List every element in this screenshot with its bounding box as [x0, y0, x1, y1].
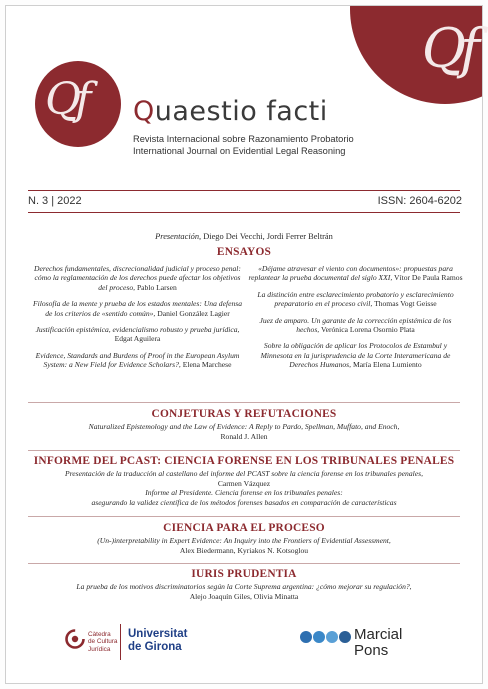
ciencia-author: Alex Biedermann, Kyriakos N. Kotsoglou [179, 545, 309, 555]
publisher-dot [326, 631, 338, 643]
conjeturas-author: Ronald J. Allen [220, 431, 268, 441]
section-divider [28, 402, 460, 403]
ensayo-entry [248, 290, 463, 309]
ensayo-title: Sobre la obligación de aplicar los Protocolos de Estambul y Minnesota en la jurisprudencia de la Corte Interamericana de Derechos Humanos, [260, 341, 451, 370]
journal-title-rest: uaestio facti [154, 96, 328, 127]
catedra-text [88, 631, 118, 653]
corner-logo-mark: Qf [421, 17, 474, 80]
ensayo-entry [30, 351, 245, 370]
publisher-line-1: Marcial [354, 626, 403, 643]
section-divider [28, 450, 460, 451]
catedra-ring-icon [64, 628, 86, 650]
udg-logo [128, 628, 187, 654]
ensayo-entry [248, 264, 463, 283]
ensayo-entry [248, 316, 463, 335]
ensayo-title: Juez de amparo. Un garante de la corrección epistémica de los hechos, [259, 315, 452, 335]
ensayo-entry [30, 325, 245, 344]
ensayo-author: Verónica Lorena Osornio Plata [320, 325, 415, 335]
catedra-line-3: Jurídica [88, 645, 111, 653]
ciencia-heading: CIENCIA PARA EL PROCESO [163, 522, 325, 534]
ensayo-title: Justificación epistémica, evidencialismo robusto y prueba jurídica, [35, 325, 240, 335]
informe-heading: INFORME DEL PCAST: CIENCIA FORENSE EN LOS TRIBUNALES PENALES [33, 455, 455, 467]
informe-entries [30, 469, 458, 507]
presentacion-line [0, 232, 488, 241]
issue-divider-top [28, 190, 460, 191]
subtitle-line-2: International Journal on Evidential Legal Reasoning [133, 145, 346, 156]
udg-line-2: de Girona [128, 641, 182, 653]
presentacion-authors: Diego Dei Vecchi, Jordi Ferrer Beltrán [203, 232, 333, 241]
ensayo-title: Derechos fundamentales, discrecionalidad judicial y proceso penal: cómo la reglamentación de los derechos puede afectar los objetivos del proceso, [34, 264, 241, 292]
iuris-author: Alejo Joaquín Giles, Olivia Minatta [189, 591, 299, 601]
iuris-heading: IURIS PRUDENTIA [191, 568, 297, 580]
subtitle-line-1: Revista Internacional sobre Razonamiento Probatorio [133, 134, 354, 144]
issue-number: N. 3 | 2022 [28, 195, 82, 207]
journal-subtitle [133, 134, 354, 157]
ciencia-title: (Un-)interpretability in Expert Evidence: An Inquiry into the Frontiers of Evidential Assessment, [97, 536, 391, 545]
ensayos-heading: ENSAYOS [216, 246, 272, 258]
section-divider [28, 516, 460, 517]
ensayo-author: Daniel González Lagier [157, 308, 230, 318]
udg-line-1: Universitat [128, 628, 188, 640]
ensayos-left-column [30, 264, 245, 377]
conjeturas-entry [30, 422, 458, 441]
informe-item2-title-a: Informe al Presidente. Ciencia forense en los tribunales penales: [145, 488, 343, 498]
ensayo-author: Elena Marchese [182, 360, 232, 370]
iuris-entry [30, 582, 458, 601]
conjeturas-title: Naturalized Epistemology and the Law of Evidence: A Reply to Pardo, Spellman, Muffato, and Enoch, [88, 422, 400, 431]
issue-divider-bottom [28, 212, 460, 213]
footer-separator [120, 624, 121, 660]
ensayo-author: Edgat Aguilera [114, 334, 161, 344]
publisher-line-2: Pons [354, 642, 389, 659]
ensayo-author: Pablo Larsen [136, 282, 177, 292]
ensayo-entry [30, 299, 245, 318]
ensayo-author: María Elena Lumiento [352, 360, 422, 370]
ciencia-entry [30, 536, 458, 555]
informe-item1-author: Carmen Vázquez [217, 478, 271, 488]
ensayo-title: La distinción entre esclarecimiento probatorio y esclarecimiento preparatorio en el proceso civil, [257, 289, 454, 309]
ensayo-entry [30, 264, 245, 292]
ensayo-author: Thomas Vogt Geisse [374, 299, 437, 309]
presentacion-label: Presentación, [155, 232, 202, 241]
publisher-dot [339, 631, 351, 643]
ensayo-author: Vítor De Paula Ramos [393, 273, 463, 283]
marcial-pons-logo [354, 627, 402, 659]
publisher-dot [313, 631, 325, 643]
ensayo-title: Filosofía de la mente y prueba de los estados mentales: Una defensa de los criterios de «sentido común», [32, 299, 242, 318]
ensayo-title: Evidence, Standards and Burdens of Proof in the European Asylum System: a New Field for Evidence Scholars?, [35, 350, 240, 370]
ensayo-entry [248, 341, 463, 369]
section-divider [28, 563, 460, 564]
journal-logo-mark: Qf [45, 74, 86, 125]
ensayos-right-column [248, 264, 463, 377]
catedra-line-1: Càtedra [88, 631, 111, 638]
journal-title [133, 96, 328, 127]
issn: ISSN: 2604-6202 [377, 195, 462, 207]
conjeturas-heading: CONJETURAS Y REFUTACIONES [151, 408, 337, 420]
ensayo-title: «Déjame atravesar el viento con documentos»: propuestas para replantear la prueba documental del siglo XXI, [248, 264, 453, 283]
journal-title-initial: Q [133, 96, 155, 127]
iuris-title: La prueba de los motivos discriminatorios según la Corte Suprema argentina: ¿cómo mejorar su regulación?, [76, 582, 412, 591]
informe-item1-title: Presentación de la traducción al castellano del informe del PCAST sobre la ciencia forense en los tribunales penales, [65, 469, 423, 478]
catedra-line-2: de Cultura [88, 638, 118, 646]
publisher-dot [300, 631, 312, 643]
informe-item2-title-b: asegurando la validez científica de los métodos forenses basados en comparación de características [91, 497, 397, 507]
